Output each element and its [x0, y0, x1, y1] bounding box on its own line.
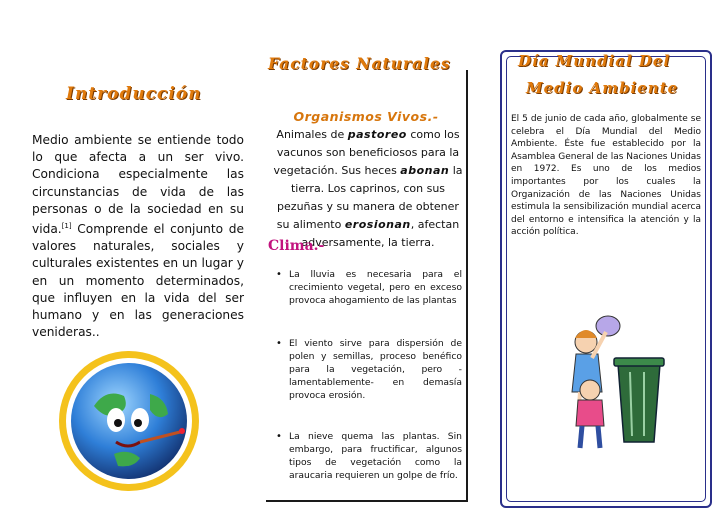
earth-mascot-illustration: [54, 346, 204, 496]
factores-column: [266, 0, 466, 515]
list-item: • La lluvia es necesaria para el crecimiento vegetal, pero en exceso provoca ahogamiento de las plantas: [276, 269, 462, 306]
children-recycling-illustration: [556, 302, 686, 452]
list-item: • La nieve quema las plantas. Sin embargo, para fructificar, algunos tipos de vegetación como la araucaria requieren un golpe de frío.: [276, 431, 462, 481]
bullet-icon: •: [276, 431, 282, 442]
keyword-abonan: abonan: [400, 164, 450, 177]
introduccion-text: [32, 132, 244, 342]
keyword-pastoreo: pastoreo: [347, 128, 407, 141]
dia-mundial-text: El 5 de junio de cada año, globalmente se celebra el Día Mundial del Medio Ambiente. Éste fue establecido por la Asamblea General de las Naciones Unidas en 1972. Es uno de los medios importantes por los cuales la Organización de las Naciones Unidas estimula la sensibilización mundial acerca del entorno e intensifica la atención y la acción política.: [511, 114, 701, 238]
introduccion-column: [24, 0, 244, 515]
organismos-text: Animales de pastoreo como los vacunos son beneficiosos para la vegetación. Sus heces abonan la tierra. Los caprinos, con sus pezuñas y su manera de obtener su alimento erosionan, afectan adversamente, la tierra.: [273, 128, 463, 249]
dia-mundial-column: [500, 0, 710, 515]
bullet-icon: •: [276, 269, 282, 280]
organismos-title: Organismos Vivos.-: [293, 109, 439, 124]
list-item: • El viento sirve para dispersión de polen y semillas, proceso benéfico para la vegetación, pero -lamentablemente- en demasía provoca erosión.: [276, 338, 462, 401]
factores-title: Factores Naturales: [268, 54, 451, 73]
intro-text-part2: Comprende el conjunto de valores naturales, sociales y culturales existentes en un lugar y en un momento determinados, que influyen en la vida del ser humano y en las generaciones venideras..: [32, 222, 244, 340]
keyword-erosionan: erosionan: [344, 218, 411, 231]
footnote-ref[interactable]: [1]: [61, 222, 72, 231]
bullet-icon: •: [276, 338, 282, 349]
dia-mundial-title-line1: Día Mundial Del: [518, 52, 671, 70]
intro-text-part1: Medio ambiente se entiende todo lo que afecta a un ser vivo. Condiciona especialmente las circunstancias de vida de las personas o de la sociedad en su vida.: [32, 133, 244, 237]
dia-mundial-title-line2: Medio Ambiente: [526, 79, 679, 97]
clima-title: Clima.-: [268, 238, 325, 254]
introduccion-title: Introducción: [66, 84, 202, 104]
